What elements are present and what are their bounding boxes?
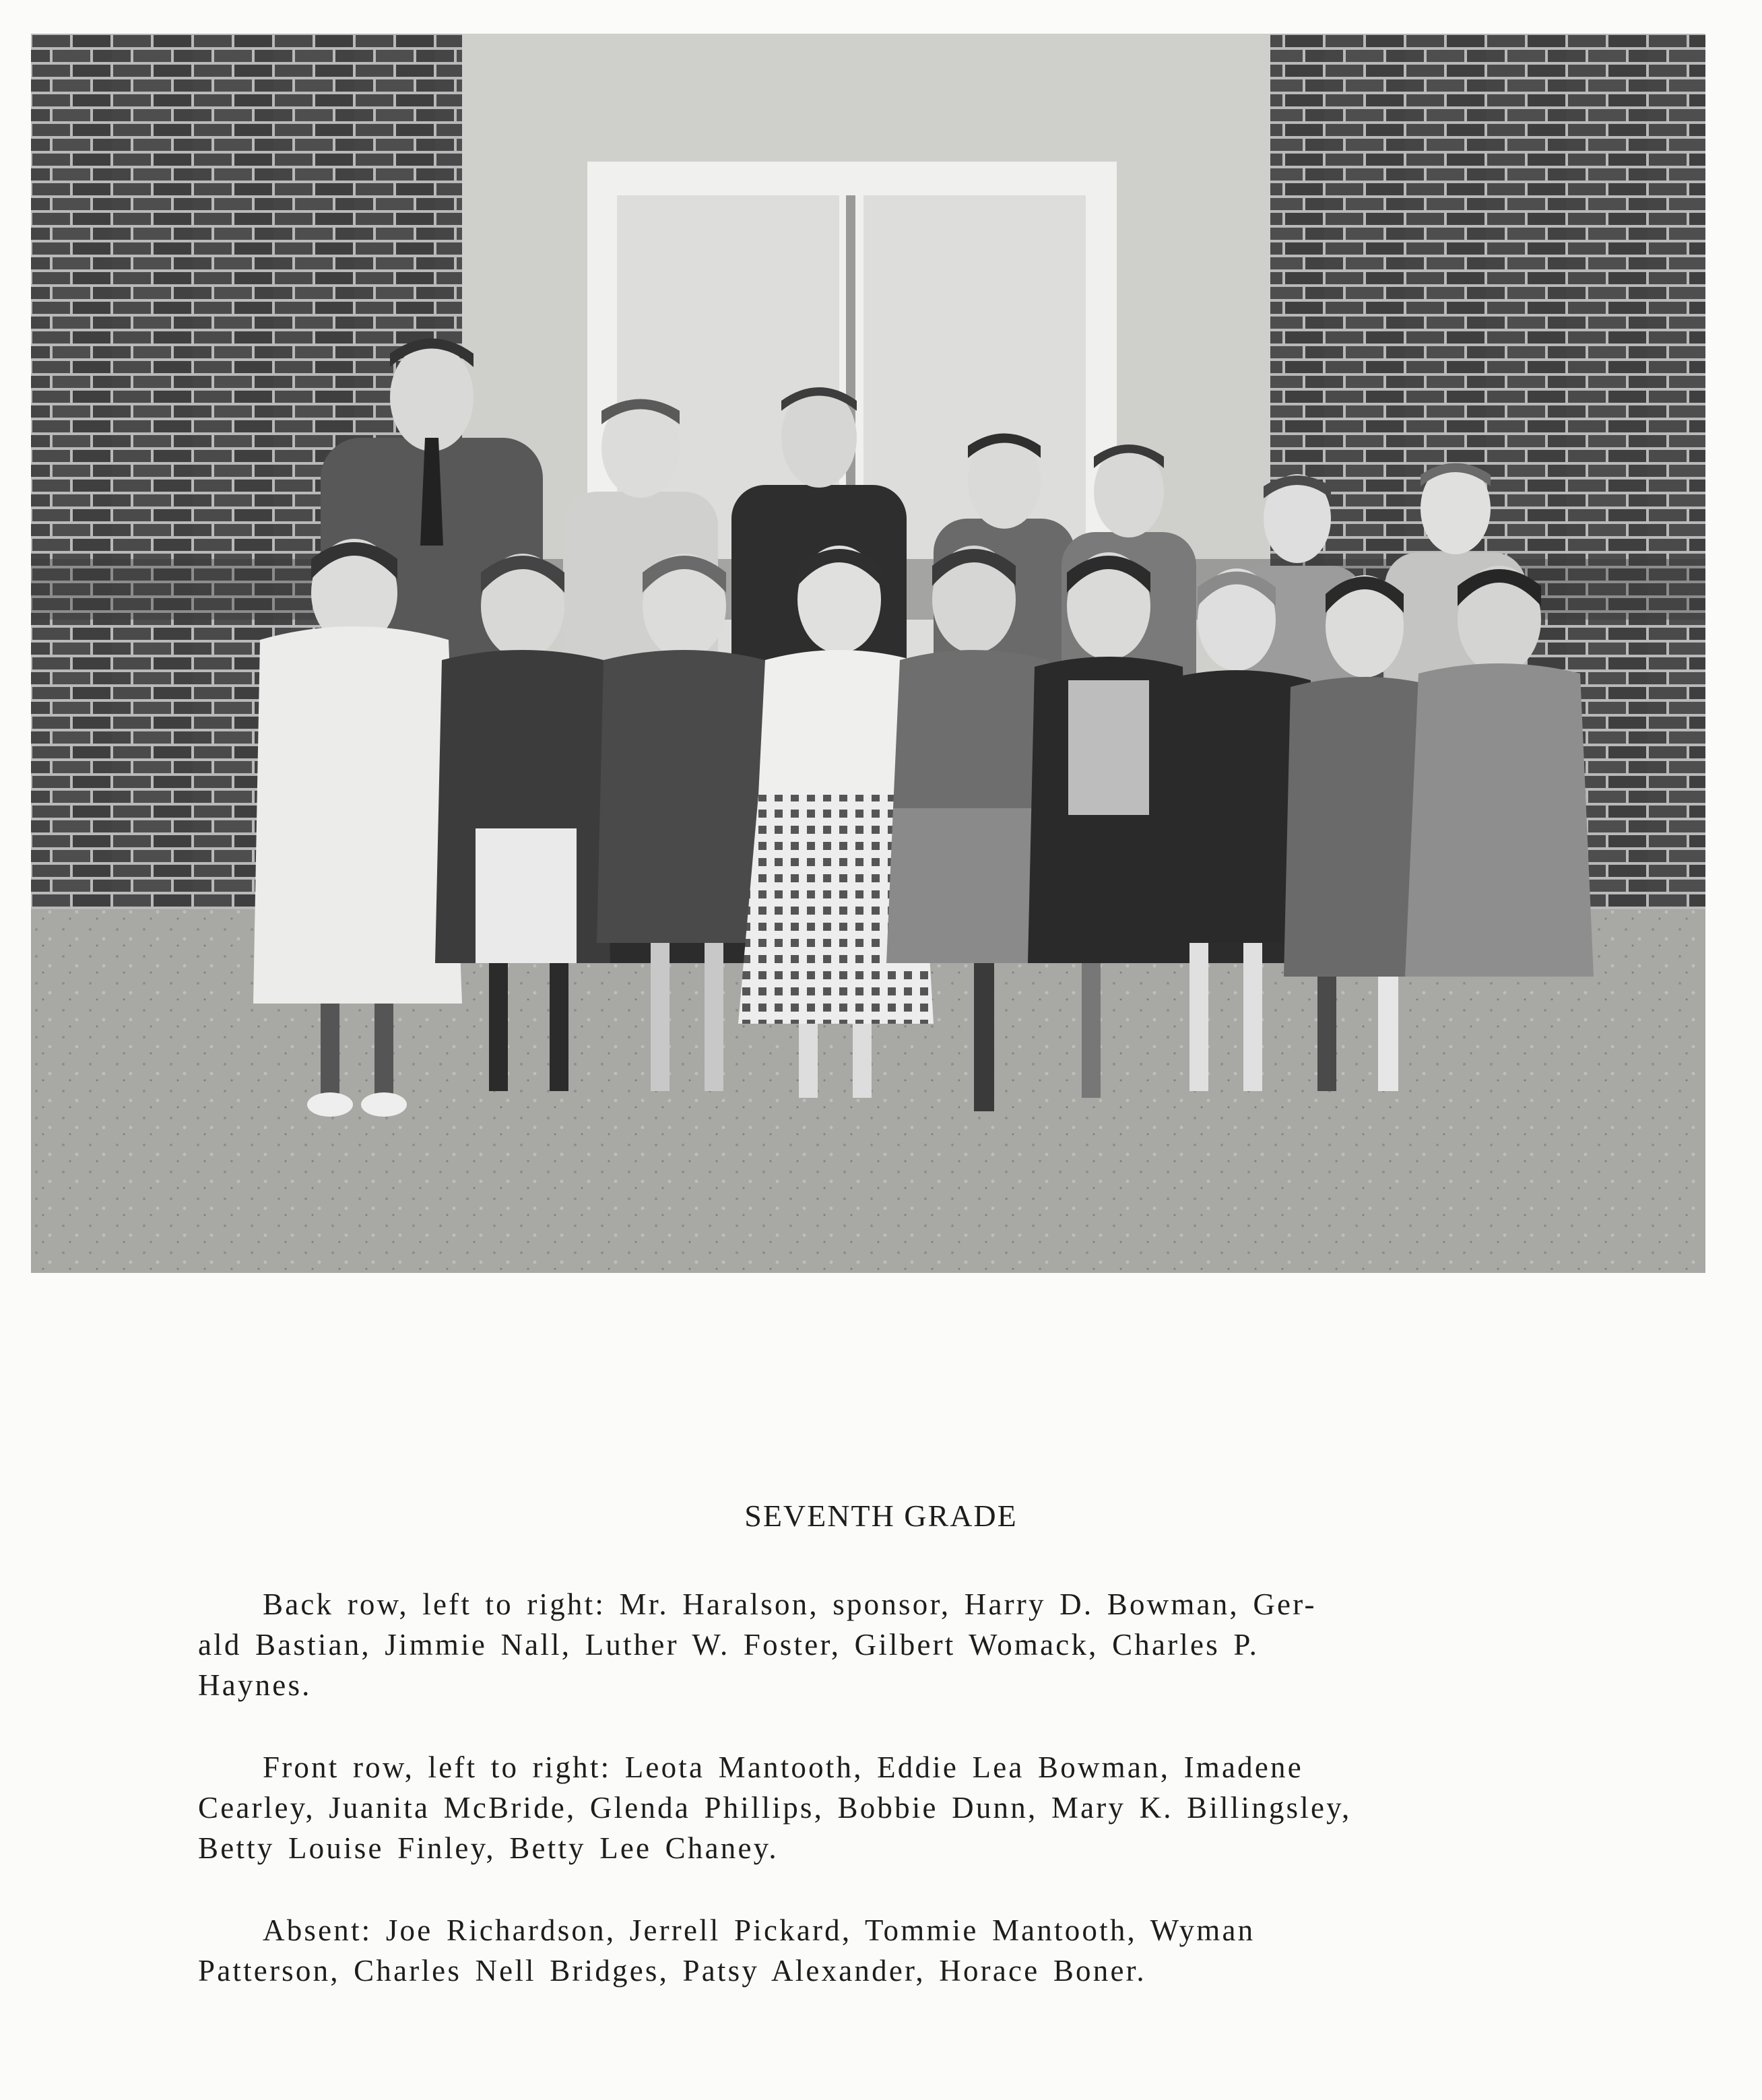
back-row-line-1: Back row, left to right: Mr. Haralson, sponsor, Harry D. Bowman, Ger- xyxy=(263,1587,1317,1621)
front-row-line-3: Betty Louise Finley, Betty Lee Chaney. xyxy=(198,1831,779,1865)
absent-caption xyxy=(198,1910,1594,1991)
front-row-caption xyxy=(198,1747,1594,1868)
class-photo xyxy=(31,34,1705,1273)
absent-line-1: Absent: Joe Richardson, Jerrell Pickard, Tommie Mantooth, Wyman xyxy=(263,1913,1255,1947)
front-row-line-1: Front row, left to right: Leota Mantooth, Eddie Lea Bowman, Imadene xyxy=(263,1750,1303,1784)
front-row-line-2: Cearley, Juanita McBride, Glenda Phillips, Bobbie Dunn, Mary K. Billingsley, xyxy=(198,1791,1352,1825)
group-photo-image xyxy=(31,34,1705,1273)
absent-line-2: Patterson, Charles Nell Bridges, Patsy Alexander, Horace Boner. xyxy=(198,1954,1146,1988)
back-row-line-3: Haynes. xyxy=(198,1668,312,1702)
back-row-line-2: ald Bastian, Jimmie Nall, Luther W. Foster, Gilbert Womack, Charles P. xyxy=(198,1628,1260,1662)
back-row-caption xyxy=(198,1584,1594,1705)
caption-title: SEVENTH GRADE xyxy=(744,1499,1018,1533)
